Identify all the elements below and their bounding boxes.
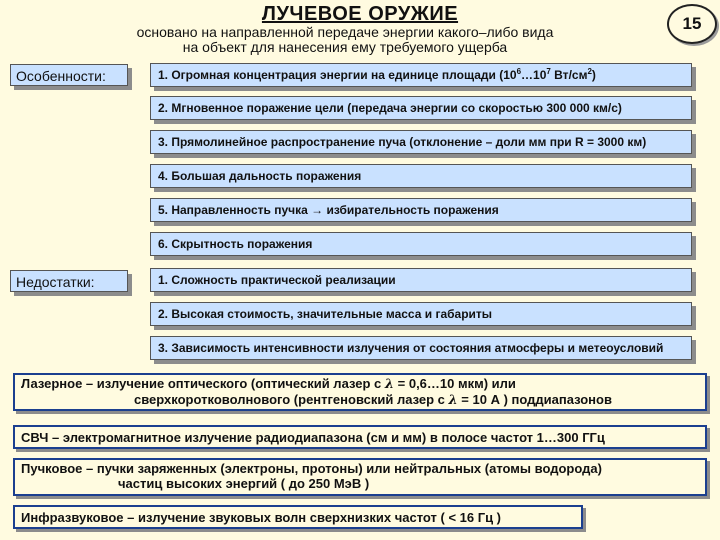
laser-type-line-2 [21, 392, 699, 408]
features-label: Особенности: [10, 64, 128, 86]
page-subtitle [110, 25, 580, 55]
particle-beam-line-2: частиц высоких энергий ( до 250 МэВ ) [118, 476, 370, 491]
lambda-symbol-2: λ [448, 393, 458, 408]
slide-number-badge: 15 [667, 4, 717, 44]
feature-item-4: 4. Большая дальность поражения [150, 164, 692, 188]
subtitle-line-1: основано на направленной передаче энергии какого–либо вида [136, 24, 554, 40]
drawbacks-label: Недостатки: [10, 270, 128, 292]
laser-type-line-1 [21, 376, 699, 392]
feature-item-1-exp2: 7 [546, 67, 551, 76]
feature-item-1-end: ) [591, 68, 596, 82]
laser-part-4: = 10 А ) поддиапазонов [461, 392, 612, 407]
laser-type-box [13, 373, 707, 411]
feature-item-1-tail: Вт/см [550, 68, 588, 82]
drawback-item-3: 3. Зависимость интенсивности излучения от состояния атмосферы и метеоусловий [150, 336, 692, 360]
microwave-type-box: СВЧ – электромагнитное излучение радиодиапазона (см и мм) в полосе частот 1…300 ГГц [13, 425, 707, 449]
feature-item-1-exp3: 2 [587, 67, 592, 76]
drawback-item-1: 1. Сложность практической реализации [150, 268, 692, 292]
feature-item-6: 6. Скрытность поражения [150, 232, 692, 256]
laser-part-3: сверхкоротковолнового (рентгеновский лазер с [134, 392, 445, 407]
feature-item-1-text: 1. Огромная концентрация энергии на единице площади (10 [158, 68, 517, 82]
subtitle-line-2: на объект для нанесения ему требуемого ущерба [182, 39, 508, 55]
laser-part-2: = 0,6…10 мкм) или [397, 376, 516, 391]
laser-part-1: Лазерное – излучение оптического (оптический лазер с [21, 376, 382, 391]
lambda-symbol-1: λ [384, 377, 395, 392]
infrasound-type-box: Инфразвуковое – излучение звуковых волн сверхнизких частот ( < 16 Гц ) [13, 505, 583, 529]
feature-item-1-mid: …10 [521, 68, 547, 82]
particle-beam-line-1: Пучковое – пучки заряженных (электроны, протоны) или нейтральных (атомы водорода) [21, 461, 602, 476]
particle-beam-type-box [13, 458, 707, 496]
drawback-item-2: 2. Высокая стоимость, значительные масса и габариты [150, 302, 692, 326]
feature-item-3: 3. Прямолинейное распространение пуча (отклонение – доли мм при R = 3000 км) [150, 130, 692, 154]
feature-item-1-exp1: 6 [516, 67, 522, 76]
feature-item-2: 2. Мгновенное поражение цели (передача энергии со скоростью 300 000 км/с) [150, 96, 692, 120]
page-title: ЛУЧЕВОЕ ОРУЖИЕ [261, 3, 459, 25]
feature-item-5: 5. Направленность пучка → избирательность поражения [150, 198, 692, 222]
feature-item-1 [150, 63, 692, 87]
